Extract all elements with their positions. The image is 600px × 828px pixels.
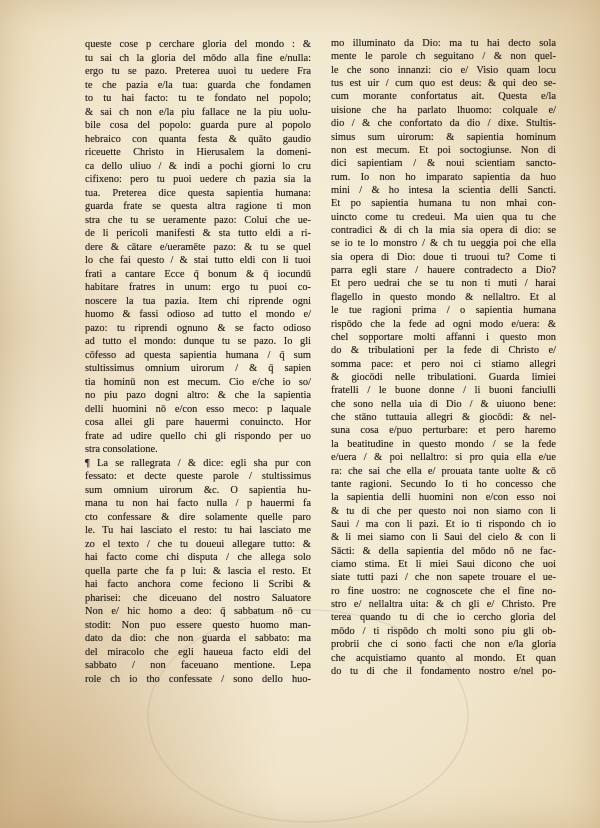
text-line: mōdo / ti rispōdo ch molti sono piu gli ob- — [331, 625, 556, 637]
text-line: stodit: Non puo essere questo huomo man- — [85, 619, 311, 631]
text-line: sabbato / non faceuano mentione. Lepa — [85, 660, 311, 671]
text-line: ad tutto el mondo: dunque tu se pazo. Io gli — [85, 336, 311, 347]
text-line: bile cosa del popolo: guarda pure al popolo — [85, 120, 311, 131]
text-line: & giocōdi nelle tribulationi. Guarda limiei — [331, 371, 556, 383]
text-line: tus est uir / cum quo est deus: & qui deo se- — [331, 78, 556, 90]
text-line: stra che tu se ueramente pazo: Colui che ue- — [85, 214, 311, 226]
text-line: le. Tu hai lasciato el resto: tu hai lasciato me — [85, 525, 311, 536]
text-line: le che sono innanzi: cio e/ Visio quam locu — [331, 64, 556, 76]
text-line: de li pericoli manifesti & sta tutto eldi a ri- — [85, 228, 311, 239]
text-line: mana tu non hai facto nulla / p hauermi fa — [85, 498, 311, 509]
text-line: la beatitudine in questo mondo / se la fede — [331, 438, 556, 450]
text-line: che sono nella uia di Dio / & uiuono bene: — [331, 398, 556, 410]
text-line: queste cose p cerchare gloria del mondo : & — [85, 39, 311, 50]
text-line: role ch io tho confessate / sono dello huo- — [85, 673, 311, 685]
text-line: mini / & ho intesa la scientia delli Sancti. — [331, 184, 556, 196]
text-line: te che pazia e/la tua: guarda che fondamen — [85, 79, 311, 91]
text-line: la sapientia delli huomini non e/con esso noi — [331, 492, 556, 504]
text-line: cto confessare & dire solamente quelle paro — [85, 511, 311, 523]
text-line: Et po sapientia humana tu non mhai con- — [331, 198, 556, 210]
text-line: lo che fai questo / & stai tutto eldi con li tuoi — [85, 255, 311, 266]
text-line: hai facto come chi disputa / che allega solo — [85, 552, 311, 563]
text-line: to tu hai facto: tu te fondato nel popolo; — [85, 93, 311, 104]
text-line: tu sai ch la gloria del mōdo alla fine e/nulla: — [85, 52, 311, 64]
text-line: siate tutti pazi / che non sapete trouare el ue- — [331, 572, 556, 584]
text-line: cum morante confortatus ait. Questa e/la — [331, 91, 556, 103]
text-line: e/uera / & poi nellaltro: si pro quia ella e/ue — [331, 452, 556, 464]
text-line: guarda frate se questa altra ragione ti mon — [85, 201, 311, 212]
text-line: ergo tu se pazo. Preterea uuoi tu uedere Fra — [85, 66, 311, 77]
text-line: parra egli stare / hauere contradecto a Dio? — [331, 265, 556, 277]
text-line: tua. Preterea dice questa sapientia humana: — [85, 187, 311, 199]
text-line: quella parte che fa p lui: & lascia el resto. Et — [85, 565, 311, 577]
text-line: cifixeno: pero tu puoi uedere ch pazia sia la — [85, 174, 311, 185]
text-line: dato da dio: che non guarda el sabbato: ma — [85, 633, 311, 644]
text-line: Sācti: & della sapientia del mōdo nō ne fac- — [331, 545, 556, 557]
text-line: uincto come tu credeui. Ma uien qua tu che — [331, 211, 556, 223]
text-line: sum omnium uirorum &c. O sapientia hu- — [85, 484, 311, 496]
text-line: habitare fratres in unum: ergo tu puoi co- — [85, 282, 311, 293]
text-line: rum. Io non ho imparato sapientia da huo — [331, 171, 556, 183]
text-column-left — [85, 38, 311, 686]
text-line: flagello in questo mondo & nellaltro. Et al — [331, 291, 556, 303]
text-line: Saui / ma con li pazi. Et io ti rispondo ch io — [331, 518, 556, 530]
text-line: Non e/ hic homo a deo: q̄ sabbatum nō cu — [85, 606, 311, 617]
text-line: huomo & fassi odioso ad tutto el mondo e/ — [85, 309, 311, 320]
text-line: stro e/ nellaltra uita: & ch gli e/ Christo. Pre — [331, 599, 556, 611]
text-line: frate ad udire quello chi gli rispondo per uo — [85, 430, 311, 442]
text-line: fessato: et decte queste parole / stultissimus — [85, 471, 311, 482]
text-line: ciamo stima. Et li miei Saui dicono che uoi — [331, 559, 556, 571]
text-line: stultissimus omnium uirorum / & q̄ sapien — [85, 363, 311, 374]
text-line: non est mecum. Et poi soctogiunse. Non di — [331, 144, 556, 156]
text-line: contradici & di ch la mia sia opera di dio: se — [331, 225, 556, 237]
text-line: cosa allei gli pare hauermi conuincto. Hor — [85, 417, 311, 428]
text-line: tia hominū non est mecum. Cio e/che io so/ — [85, 376, 311, 388]
text-line: dere & cātare e/ueramēte pazo: & tu se quel — [85, 241, 311, 253]
text-line: del miracolo che egli haueua facto eldi del — [85, 646, 311, 658]
text-line: simus sum uirorum: & sapientia hominum — [331, 131, 556, 143]
text-line: ca dello uliuo / & indi a pochi giorni lo cru — [85, 160, 311, 172]
text-line: dio / & che confortato da dio / dixe. Stultis- — [331, 118, 556, 130]
text-line: hai facto anchora come feciono li Scribi & — [85, 579, 311, 590]
text-line: & sai ch non e/la piu fallace ne la piu uolu- — [85, 106, 311, 118]
text-line: ¶ La se rallegrata / & dice: egli sha pur con — [85, 457, 311, 469]
text-line: delli huomini nō e/con esso meco: p laquale — [85, 403, 311, 415]
text-line: tante ragioni. Secundo Io ti ho concesso che — [331, 478, 556, 490]
text-line: chel sopportare molti affanni i questo mon — [331, 331, 556, 343]
text-line: se io te lo monstro / & ch tu ueggia poi che ella — [331, 238, 556, 250]
text-line: fratelli / le buone donne / li buoni fanciulli — [331, 385, 556, 397]
text-line: terea quando tu di che io cercho gloria del — [331, 612, 556, 624]
text-line: sia opera di Dio: doue ti truoui tu? Come ti — [331, 251, 556, 263]
text-line: & tu di che per questo noi non siamo con li — [331, 505, 556, 517]
text-column-right — [331, 37, 556, 678]
text-line: cōfesso ad questa sapientia humana / q̄ sum — [85, 349, 311, 361]
text-line: riceuette Christo in Hierusalem la domeni- — [85, 147, 311, 158]
text-line: noscere la tua pazia. Item chi riprende ogni — [85, 295, 311, 307]
text-line: zo el texto / che tu doueui allegare tutto: & — [85, 538, 311, 550]
text-line: ra: che sai che ella e/ prouata tante uolte & cō — [331, 465, 556, 477]
text-line: rispōdo che la fede ad ogni modo e/uera: & — [331, 318, 556, 330]
text-line: no piu pazo dogni altro: & che la sapientia — [85, 390, 311, 401]
text-line: che stāno tuttauia allegri & giocōdi: & nel- — [331, 412, 556, 424]
text-line: stra consolatione. — [85, 444, 158, 455]
text-line: dici sapientiam / & noui scientiam sancto- — [331, 158, 556, 170]
text-line: mente le parole ch seguitano / & non quel- — [331, 51, 556, 63]
text-line: hebraico con quanta festa & quāto gaudio — [85, 133, 311, 145]
text-line: le tue ragioni prima / o sapientia humana — [331, 305, 556, 317]
text-line: & li mei siamo con li Saui del cielo & con li — [331, 532, 556, 544]
text-line: ro fine uostro: ne cognoscete che el fine no- — [331, 585, 556, 597]
text-line: somma pace: et pero noi ci stiamo allegri — [331, 358, 556, 370]
text-line: pazo: tu riprendi ognuno & se facto odioso — [85, 322, 311, 334]
text-line: probrii che ci sono facti che non e/la gloria — [331, 639, 556, 651]
text-line: suna cosa e/puo perturbare: et pero haremo — [331, 425, 556, 437]
text-line: uisione che ha parlato lhuomo: colquale e/ — [331, 104, 556, 116]
text-line: do & tribulationi per la fede di Christo e/ — [331, 345, 556, 357]
text-line: che acquistiamo quanto al mondo. Et quan — [331, 652, 556, 664]
text-line: do tu di che il fondamento nostro e/nel po- — [331, 665, 556, 677]
text-line: mo illuminato da Dio: ma tu hai decto sola — [331, 38, 556, 49]
text-line: Et pero uedrai che se tu non ti muti / harai — [331, 278, 556, 290]
text-line: pharisei: che diceuano del nostro Saluatore — [85, 592, 311, 604]
text-line: frati a cantare Ecce q̄ bonum & q̄ iocundū — [85, 268, 311, 280]
